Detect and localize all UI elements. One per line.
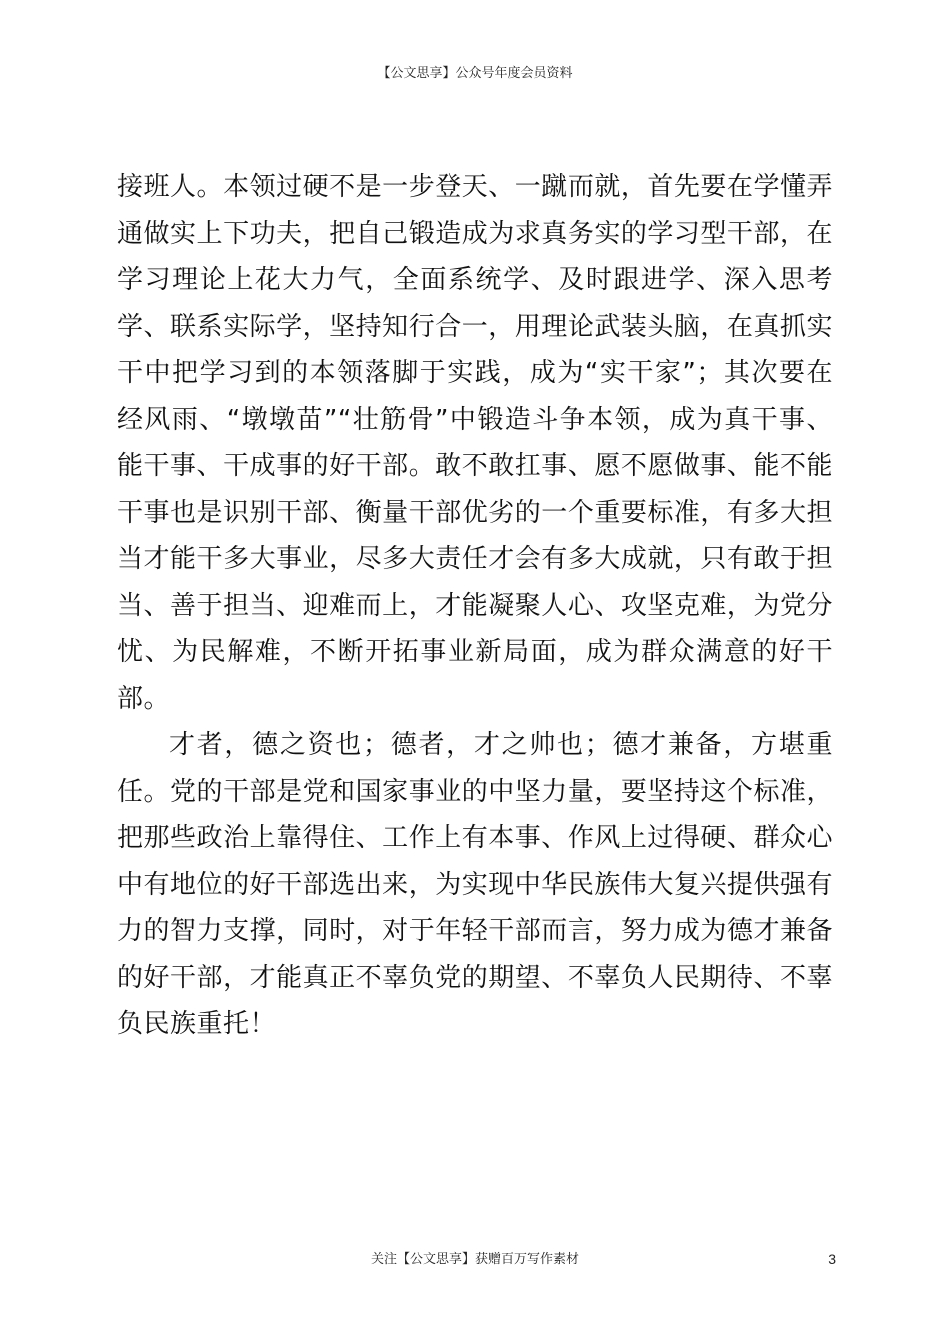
page-header: 【公文思享】公众号年度会员资料	[377, 66, 573, 81]
page-number: 3	[828, 1251, 836, 1267]
page-footer: 关注【公文思享】获赠百万写作素材	[370, 1252, 579, 1267]
paragraph-continued: 接班人。本领过硬不是一步登天、一蹴而就，首先要在学懂弄通做实上下功夫，把自己锻造成为求真务实的学习型干部，在学习理论上花大力气，全面系统学、及时跟进学、深入思考学、联系实际学，坚持知行合一，用理论武装头脑，在真抓实干中把学习到的本领落脚于实践，成为“实干家”；其次要在经风雨、“墩墩苗”“壮筋骨”中锻造斗争本领，成为真干事、能干事、干成事的好干部。敢不敢扛事、愿不愿做事、能不能干事也是识别干部、衡量干部优劣的一个重要标准，有多大担当才能干多大事业，尽多大责任才会有多大成就，只有敢于担当、善于担当、迎难而上，才能凝聚人心、攻坚克难，为党分忧、为民解难，不断开拓事业新局面，成为群众满意的好干部。	[117, 172, 833, 714]
paragraph-virtue-talent: 才者，德之资也；德者，才之帅也；德才兼备，方堪重任。党的干部是党和国家事业的中坚力量，要坚持这个标准，把那些政治上靠得住、工作上有本事、作风上过得硬、群众心中有地位的好干部选出来，为实现中华民族伟大复兴提供强有力的智力支撑，同时，对于年轻干部而言，努力成为德才兼备的好干部，才能真正不辜负党的期望、不辜负人民期待、不辜负民族重托！	[117, 730, 833, 1039]
document-body	[117, 164, 833, 1048]
